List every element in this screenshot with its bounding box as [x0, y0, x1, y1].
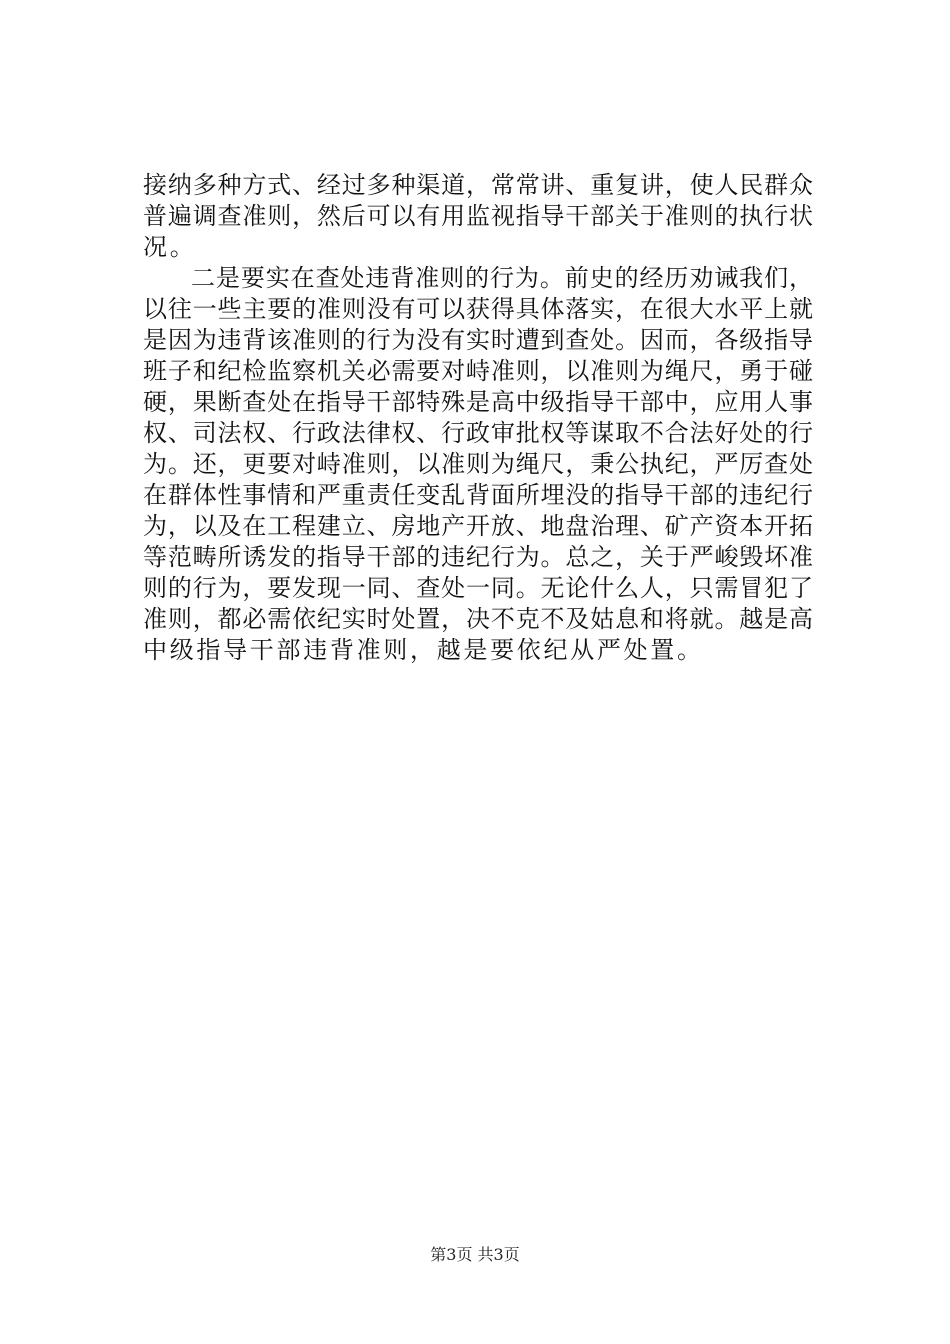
text-line: 硬，果断查处在指导干部特殊是高中级指导干部中，应用人事 [143, 388, 813, 416]
text-line: 班子和纪检监察机关必需要对峙准则，以准则为绳尺，勇于碰 [143, 357, 813, 385]
text-line: 以往一些主要的准则没有可以获得具体落实，在很大水平上就 [143, 295, 813, 323]
text-line: 接纳多种方式、经过多种渠道，常常讲、重复讲，使人民群众 [143, 171, 813, 199]
text-line: 为，以及在工程建立、房地产开放、地盘治理、矿产资本开拓 [143, 512, 813, 540]
text-line: 为。还，更要对峙准则，以准则为绳尺，秉公执纪，严厉查处 [143, 450, 813, 478]
text-line: 二是要实在查处违背准则的行为。前史的经历劝诫我们， [191, 264, 813, 292]
text-line: 是因为违背该准则的行为没有实时遭到查处。因而，各级指导 [143, 326, 813, 354]
text-line: 普遍调查准则，然后可以有用监视指导干部关于准则的执行状 [143, 202, 813, 230]
text-line: 况。 [143, 233, 197, 261]
text-line: 在群体性事情和严重责任变乱背面所埋没的指导干部的违纪行 [143, 481, 813, 509]
text-line: 准则，都必需依纪实时处置，决不克不及姑息和将就。越是高 [143, 605, 813, 633]
page-number-footer: 第3页 共3页 [430, 1245, 520, 1264]
body-text [143, 170, 813, 666]
text-line: 中级指导干部违背准则，越是要依纪从严处置。 [143, 636, 704, 664]
text-line: 则的行为，要发现一同、查处一同。无论什么人，只需冒犯了 [143, 574, 813, 602]
text-line: 权、司法权、行政法律权、行政审批权等谋取不合法好处的行 [143, 419, 813, 447]
text-line: 等范畴所诱发的指导干部的违纪行为。总之，关于严峻毁坏准 [143, 543, 813, 571]
